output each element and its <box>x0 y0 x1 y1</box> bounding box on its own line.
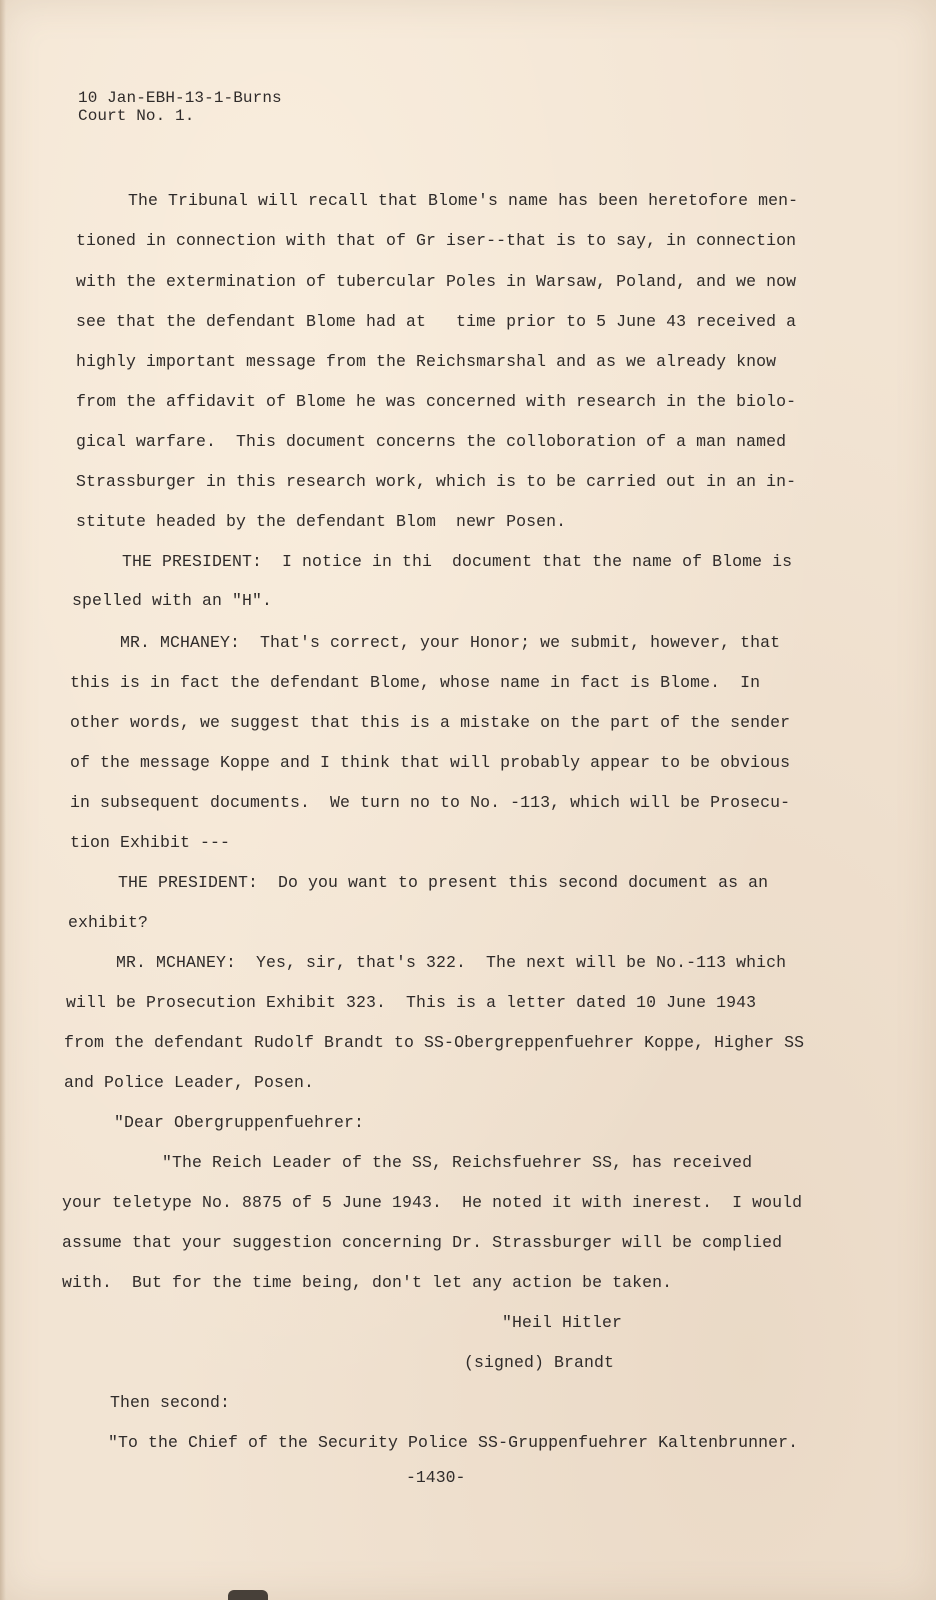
text-line: Then second: <box>110 1393 231 1412</box>
text-line: spelled with an "H". <box>72 591 273 610</box>
text-line: MR. MCHANEY: That's correct, your Honor; we submit, however, that <box>120 633 781 652</box>
text-line: see that the defendant Blome had at time prior to 5 June 43 received a <box>76 312 797 331</box>
letter-signature: (signed) Brandt <box>464 1353 615 1372</box>
text-line: stitute headed by the defendant Blom newr Posen. <box>76 512 567 531</box>
text-line: The Tribunal will recall that Blome's name has been heretofore men- <box>128 191 799 210</box>
header-reference: 10 Jan-EBH-13-1-Burns <box>78 89 282 107</box>
text-line: highly important message from the Reichsmarshal and as we already know <box>76 352 777 371</box>
text-line: "To the Chief of the Security Police SS-Gruppenfuehrer Kaltenbrunner. <box>108 1433 799 1452</box>
text-line: exhibit? <box>68 913 149 932</box>
binding-mark <box>228 1590 268 1600</box>
page-number: -1430- <box>406 1468 466 1487</box>
text-line: tion Exhibit --- <box>70 833 231 852</box>
text-line: THE PRESIDENT: I notice in thi document that the name of Blome is <box>122 552 793 571</box>
header-court: Court No. 1. <box>78 107 195 125</box>
text-line: MR. MCHANEY: Yes, sir, that's 322. The next will be No.-113 which <box>116 953 787 972</box>
text-line: will be Prosecution Exhibit 323. This is a letter dated 10 June 1943 <box>66 993 757 1012</box>
text-line: of the message Koppe and I think that will probably appear to be obvious <box>70 753 791 772</box>
text-line: THE PRESIDENT: Do you want to present this second document as an <box>118 873 769 892</box>
letter-body-line: your teletype No. 8875 of 5 June 1943. He noted it with inerest. I would <box>62 1193 803 1212</box>
text-line: Strassburger in this research work, which is to be carried out in an in- <box>76 472 797 491</box>
letter-body-line: assume that your suggestion concerning Dr. Strassburger will be complied <box>62 1233 783 1252</box>
text-line: other words, we suggest that this is a mistake on the part of the sender <box>70 713 791 732</box>
text-line: in subsequent documents. We turn no to No. -113, which will be Prosecu- <box>70 793 791 812</box>
text-line: from the affidavit of Blome he was concerned with research in the biolo- <box>76 392 797 411</box>
text-line: from the defendant Rudolf Brandt to SS-Obergreppenfuehrer Koppe, Higher SS <box>64 1033 805 1052</box>
text-line: with the extermination of tubercular Poles in Warsaw, Poland, and we now <box>76 272 797 291</box>
letter-closing: "Heil Hitler <box>502 1313 623 1332</box>
text-line: gical warfare. This document concerns the colloboration of a man named <box>76 432 787 451</box>
text-line: this is in fact the defendant Blome, whose name in fact is Blome. In <box>70 673 761 692</box>
letter-body-line: "The Reich Leader of the SS, Reichsfuehrer SS, has received <box>162 1153 753 1172</box>
letter-body-line: with. But for the time being, don't let any action be taken. <box>62 1273 673 1292</box>
text-line: tioned in connection with that of Gr iser--that is to say, in connection <box>76 231 797 250</box>
text-line: and Police Leader, Posen. <box>64 1073 315 1092</box>
letter-salutation: "Dear Obergruppenfuehrer: <box>114 1113 365 1132</box>
